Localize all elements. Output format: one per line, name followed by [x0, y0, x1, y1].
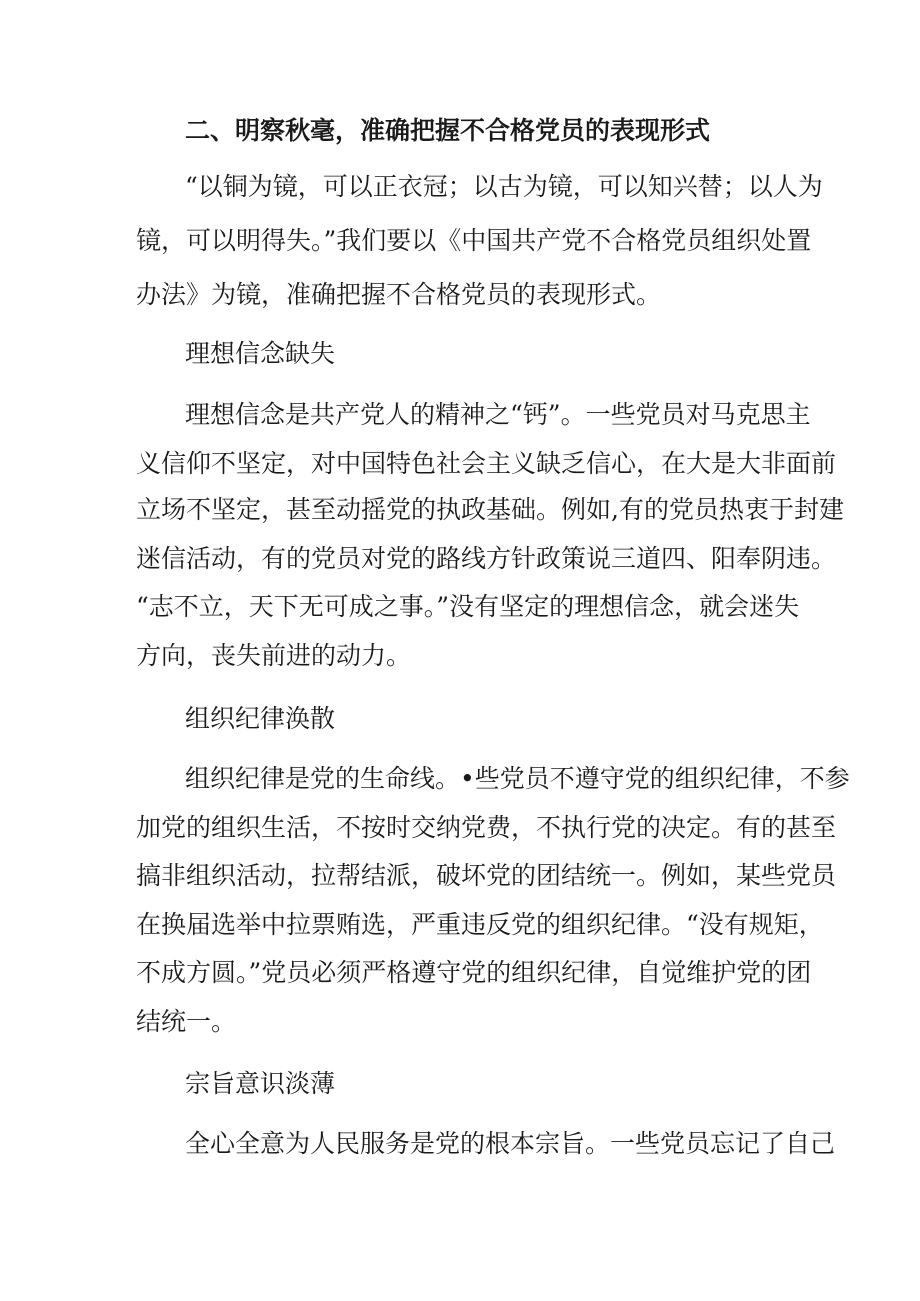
paragraph-line: 加党的组织生活，不按时交纳党费，不执行党的决定。有的甚至 — [136, 813, 837, 842]
paragraph-line: 立场不坚定，甚至动摇党的执政基础。例如,有的党员热衷于封建 — [136, 495, 844, 524]
paragraph-line: 方向，丧失前进的动力。 — [136, 641, 412, 670]
paragraph-line: 结统一。 — [136, 1007, 237, 1036]
subsection-title: 宗旨意识淡薄 — [185, 1069, 336, 1098]
paragraph-line: 理想信念是共产党人的精神之“钙”。一些党员对马克思主 — [185, 400, 811, 429]
paragraph-line: 办法》为镜，准确把握不合格党员的表现形式。 — [136, 280, 662, 309]
paragraph-line: 在换届选举中拉票贿选，严重违反党的组织纪律。“没有规矩， — [136, 910, 824, 939]
paragraph-line: 镜，可以明得失。”我们要以《中国共产党不合格党员组织处置 — [136, 226, 812, 255]
subsection-title: 组织纪律涣散 — [185, 704, 336, 733]
paragraph-line: 搞非组织活动，拉帮结派，破坏党的团结统一。例如，某些党员 — [136, 861, 837, 890]
paragraph-line: 全心全意为人民服务是党的根本宗旨。一些党员忘记了自己 — [185, 1129, 836, 1158]
paragraph-line: 不成方圆。”党员必须严格遵守党的组织纪律，自觉维护党的团 — [136, 958, 812, 987]
paragraph-line: 义信仰不坚定，对中国特色社会主义缺乏信心，在大是大非面前 — [136, 449, 837, 478]
paragraph-line: 组织纪律是党的生命线。•些党员不遵守党的组织纪律，不参 — [185, 764, 850, 793]
paragraph-line: “志不立，天下无可成之事。”没有坚定的理想信念，就会迷失 — [136, 592, 800, 621]
subsection-title: 理想信念缺失 — [185, 339, 336, 368]
paragraph-line: “以铜为镜，可以正衣冠；以古为镜，可以知兴替；以人为 — [185, 172, 823, 201]
section-heading: 二、明察秋毫，准确把握不合格党员的表现形式 — [185, 116, 711, 145]
paragraph-line: 迷信活动，有的党员对党的路线方针政策说三道四、阳奉阴违。 — [136, 544, 837, 573]
